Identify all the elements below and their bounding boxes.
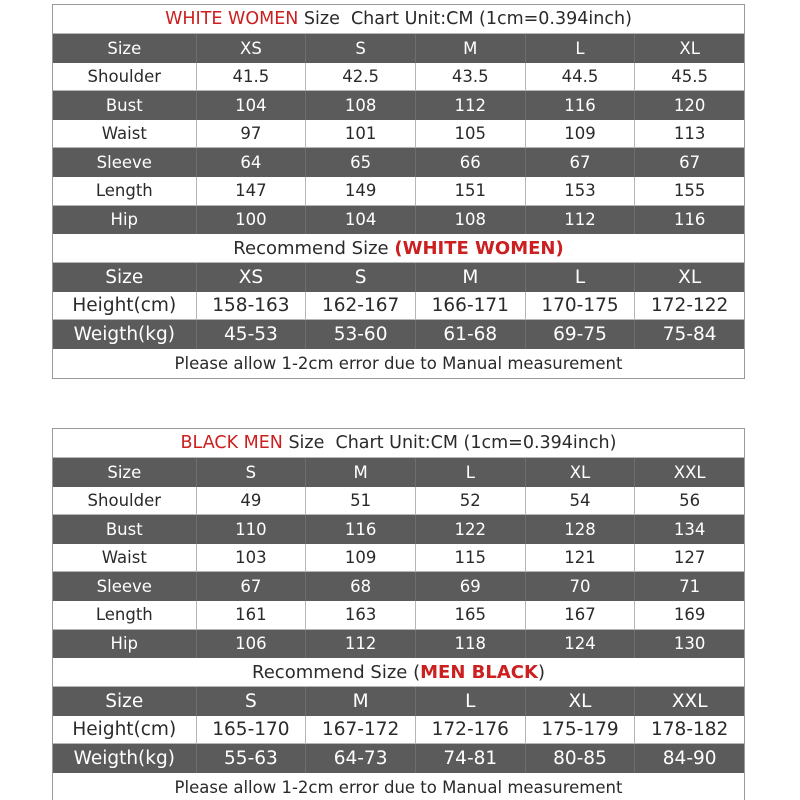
table-cell: Height(cm): [53, 292, 197, 321]
table-cell: Sleeve: [53, 572, 197, 601]
table-header-cell: Size: [53, 263, 197, 292]
chart-title-accent: BLACK MEN: [180, 433, 283, 453]
men-size-chart: [52, 428, 745, 800]
recommend-heading: [53, 234, 744, 263]
table-cell: 52: [416, 487, 526, 516]
table-cell: 169: [635, 601, 744, 630]
table-cell: 56: [635, 487, 744, 516]
table-header-cell: Size: [53, 687, 197, 716]
table-cell: 101: [306, 120, 416, 149]
table-cell: 65: [306, 148, 416, 177]
table-cell: 116: [635, 206, 744, 235]
table-cell: 158-163: [197, 292, 307, 321]
table-row: [53, 716, 744, 745]
table-header-cell: M: [416, 263, 526, 292]
table-cell: 163: [306, 601, 416, 630]
table-cell: 49: [197, 487, 307, 516]
table-cell: Height(cm): [53, 716, 197, 745]
table-cell: 45.5: [635, 63, 744, 92]
table-cell: 75-84: [635, 320, 744, 349]
chart-title-text: Size Chart Unit:CM (1cm=0.394inch): [282, 433, 617, 453]
table-cell: 178-182: [635, 716, 744, 745]
table-header-row: [53, 34, 744, 63]
table-cell: 41.5: [197, 63, 307, 92]
table-row: [53, 63, 744, 92]
table-header-cell: S: [306, 263, 416, 292]
table-cell: 109: [306, 544, 416, 573]
table-row: [53, 630, 744, 659]
table-row: [53, 572, 744, 601]
table-cell: Weigth(kg): [53, 320, 197, 349]
table-cell: 108: [306, 91, 416, 120]
table-cell: 167: [526, 601, 636, 630]
table-cell: 151: [416, 177, 526, 206]
table-cell: 110: [197, 515, 307, 544]
measurement-note: Please allow 1-2cm error due to Manual measurement: [174, 353, 623, 373]
table-header-cell: M: [416, 34, 526, 63]
table-header-cell: XL: [635, 263, 744, 292]
table-row: [53, 206, 744, 235]
table-cell: 45-53: [197, 320, 307, 349]
table-cell: 67: [526, 148, 636, 177]
table-header-cell: XXL: [635, 687, 744, 716]
table-cell: 108: [416, 206, 526, 235]
table-cell: 61-68: [416, 320, 526, 349]
table-cell: Sleeve: [53, 148, 197, 177]
table-cell: 134: [635, 515, 744, 544]
table-header-row: [53, 263, 744, 292]
table-cell: 170-175: [526, 292, 636, 321]
table-cell: 118: [416, 630, 526, 659]
table-cell: 55-63: [197, 744, 307, 773]
table-header-cell: XS: [197, 34, 307, 63]
table-cell: 67: [197, 572, 307, 601]
chart-title: [53, 429, 744, 458]
table-cell: 155: [635, 177, 744, 206]
table-row: [53, 320, 744, 349]
table-cell: Waist: [53, 544, 197, 573]
table-cell: 165: [416, 601, 526, 630]
table-header-cell: Size: [53, 458, 197, 487]
table-header-cell: L: [526, 263, 636, 292]
table-row: [53, 91, 744, 120]
table-cell: 80-85: [526, 744, 636, 773]
table-cell: 69-75: [526, 320, 636, 349]
table-cell: 104: [306, 206, 416, 235]
table-header-cell: S: [197, 458, 307, 487]
table-cell: 165-170: [197, 716, 307, 745]
table-cell: 103: [197, 544, 307, 573]
table-cell: 127: [635, 544, 744, 573]
table-cell: 64: [197, 148, 307, 177]
recommend-prefix: Recommend Size (: [252, 661, 421, 683]
table-cell: Length: [53, 177, 197, 206]
table-cell: Hip: [53, 630, 197, 659]
table-header-cell: L: [526, 34, 636, 63]
table-header-cell: XL: [526, 458, 636, 487]
table-cell: 66: [416, 148, 526, 177]
table-header-cell: S: [197, 687, 307, 716]
table-cell: 166-171: [416, 292, 526, 321]
table-cell: 172-122: [635, 292, 744, 321]
chart-title: [53, 5, 744, 34]
table-header-row: [53, 687, 744, 716]
table-cell: 69: [416, 572, 526, 601]
chart-title-text: Size Chart Unit:CM (1cm=0.394inch): [298, 9, 632, 29]
table-cell: 149: [306, 177, 416, 206]
table-row: [53, 544, 744, 573]
table-cell: 175-179: [526, 716, 636, 745]
table-cell: 116: [306, 515, 416, 544]
table-cell: 167-172: [306, 716, 416, 745]
table-cell: 68: [306, 572, 416, 601]
table-cell: 115: [416, 544, 526, 573]
table-cell: Shoulder: [53, 487, 197, 516]
table-row: [53, 120, 744, 149]
table-header-cell: M: [306, 458, 416, 487]
table-cell: 100: [197, 206, 307, 235]
table-cell: Hip: [53, 206, 197, 235]
table-cell: 44.5: [526, 63, 636, 92]
table-cell: 153: [526, 177, 636, 206]
table-header-cell: L: [416, 687, 526, 716]
table-cell: 161: [197, 601, 307, 630]
table-cell: 70: [526, 572, 636, 601]
table-cell: 112: [416, 91, 526, 120]
table-cell: 42.5: [306, 63, 416, 92]
table-header-cell: L: [416, 458, 526, 487]
table-cell: Bust: [53, 91, 197, 120]
table-row: [53, 744, 744, 773]
table-cell: 130: [635, 630, 744, 659]
table-cell: 106: [197, 630, 307, 659]
table-cell: 54: [526, 487, 636, 516]
table-cell: 74-81: [416, 744, 526, 773]
table-cell: 112: [526, 206, 636, 235]
table-header-cell: XL: [526, 687, 636, 716]
table-header-cell: M: [306, 687, 416, 716]
table-cell: 109: [526, 120, 636, 149]
table-cell: 120: [635, 91, 744, 120]
table-row: [53, 177, 744, 206]
table-cell: 104: [197, 91, 307, 120]
measurement-note: Please allow 1-2cm error due to Manual measurement: [174, 777, 623, 797]
chart-title-accent: WHITE WOMEN: [165, 9, 299, 29]
table-cell: Shoulder: [53, 63, 197, 92]
table-header-row: [53, 458, 744, 487]
table-header-cell: XXL: [635, 458, 744, 487]
table-cell: 172-176: [416, 716, 526, 745]
table-header-cell: XL: [635, 34, 744, 63]
table-cell: 97: [197, 120, 307, 149]
table-cell: 113: [635, 120, 744, 149]
table-header-cell: Size: [53, 34, 197, 63]
table-cell: 147: [197, 177, 307, 206]
recommend-prefix: Recommend Size: [233, 237, 395, 259]
table-cell: Bust: [53, 515, 197, 544]
table-row: [53, 515, 744, 544]
table-cell: 116: [526, 91, 636, 120]
recommend-accent: (WHITE WOMEN): [394, 237, 564, 259]
table-cell: 112: [306, 630, 416, 659]
recommend-accent: MEN BLACK: [420, 661, 538, 683]
recommend-heading: [53, 658, 744, 687]
table-row: [53, 292, 744, 321]
table-cell: 122: [416, 515, 526, 544]
table-cell: Weigth(kg): [53, 744, 197, 773]
table-cell: 124: [526, 630, 636, 659]
table-cell: Length: [53, 601, 197, 630]
table-row: [53, 148, 744, 177]
table-cell: 128: [526, 515, 636, 544]
table-cell: 105: [416, 120, 526, 149]
table-header-cell: S: [306, 34, 416, 63]
table-cell: Waist: [53, 120, 197, 149]
table-cell: 53-60: [306, 320, 416, 349]
table-header-cell: XS: [197, 263, 307, 292]
table-row: [53, 601, 744, 630]
table-cell: 121: [526, 544, 636, 573]
table-cell: 71: [635, 572, 744, 601]
table-cell: 64-73: [306, 744, 416, 773]
table-cell: 84-90: [635, 744, 744, 773]
table-cell: 43.5: [416, 63, 526, 92]
table-cell: 67: [635, 148, 744, 177]
table-cell: 162-167: [306, 292, 416, 321]
table-cell: 51: [306, 487, 416, 516]
recommend-suffix: ): [537, 661, 545, 683]
table-row: [53, 487, 744, 516]
women-size-chart: [52, 4, 745, 379]
